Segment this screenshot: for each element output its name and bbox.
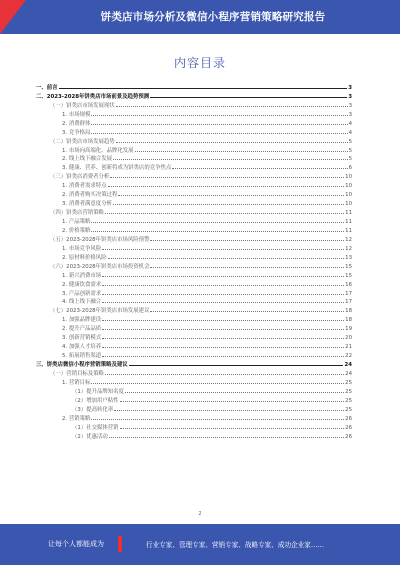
toc-entry-page: 25	[345, 379, 352, 386]
toc-entry-title: 3. 竞争格局	[62, 129, 91, 136]
toc-entry-page: 13	[345, 254, 352, 261]
toc-entry-title: 2. 提升产品品质	[62, 326, 102, 333]
toc-entry[interactable]	[36, 413, 352, 422]
toc-entry-title: （六）2023-2028年饼类店市场投资机会	[50, 263, 150, 270]
toc-entry-page: 26	[345, 424, 352, 431]
toc-entry[interactable]	[36, 314, 352, 323]
toc-entry-page: 25	[345, 388, 352, 395]
toc-entry-page: 18	[345, 317, 352, 324]
toc-entry[interactable]	[36, 404, 352, 413]
toc-leader-dots	[120, 401, 345, 402]
toc-entry[interactable]	[36, 162, 352, 171]
toc-leader-dots	[91, 222, 344, 223]
toc-entry-title: （一）营销目标及策略	[50, 370, 104, 377]
toc-entry[interactable]	[36, 189, 352, 198]
footer-divider	[118, 536, 122, 552]
toc-leader-dots	[125, 392, 344, 393]
toc-entry[interactable]	[36, 216, 352, 225]
toc-leader-dots	[114, 410, 344, 411]
toc-entry-title: （四）饼类店营销策略	[50, 210, 104, 217]
toc-leader-dots	[102, 294, 344, 295]
toc-leader-dots	[105, 374, 344, 375]
toc-leader-dots	[102, 276, 344, 277]
toc-leader-dots	[91, 383, 344, 384]
toc-entry-page: 15	[345, 263, 352, 270]
toc-entry[interactable]	[36, 171, 352, 180]
toc-entry[interactable]	[36, 377, 352, 386]
toc-entry-page: 10	[345, 201, 352, 208]
toc-leader-dots	[91, 124, 347, 125]
toc-entry[interactable]	[36, 422, 352, 431]
toc-entry[interactable]	[36, 395, 352, 404]
toc-leader-dots	[102, 347, 344, 348]
toc-entry[interactable]	[36, 359, 352, 368]
toc-entry[interactable]	[36, 386, 352, 395]
toc-entry[interactable]	[36, 279, 352, 288]
toc-entry-title: 3. 产品创新需求	[62, 290, 102, 297]
toc-leader-dots	[102, 356, 344, 357]
toc-leader-dots	[113, 204, 344, 205]
toc-entry-page: 5	[348, 138, 352, 145]
toc-entry-title: 1. 营销目标	[62, 379, 91, 386]
toc-entry[interactable]	[36, 297, 352, 306]
toc-leader-dots	[129, 365, 344, 366]
toc-leader-dots	[102, 320, 344, 321]
toc-entry-page: 24	[345, 370, 352, 377]
toc-entry-page: 15	[345, 272, 352, 279]
toc-entry-page: 5	[348, 147, 352, 154]
toc-entry-page: 11	[345, 210, 352, 217]
toc-entry-page: 25	[345, 397, 352, 404]
toc-entry-title: 3. 健康、营养、创新将成为饼类店的竞争焦点	[62, 165, 172, 172]
toc-entry-page: 4	[348, 120, 352, 127]
toc-entry[interactable]	[36, 82, 352, 91]
toc-leader-dots	[102, 285, 344, 286]
toc-entry[interactable]	[36, 323, 352, 332]
toc-entry[interactable]	[36, 332, 352, 341]
toc-leader-dots	[108, 258, 345, 259]
toc-entry-title: 2. 消费者购买决策过程	[62, 192, 118, 199]
toc-entry-title: 1. 消费者需求特点	[62, 183, 107, 190]
toc-entry-page: 21	[345, 344, 352, 351]
toc-entry[interactable]	[36, 100, 352, 109]
toc-entry-page: 17	[345, 299, 352, 306]
footer-slogan-right: 行业专家、管理专家、营销专家、战略专家、成功企业家……	[146, 541, 325, 549]
toc-entry-page: 12	[345, 236, 352, 243]
toc-entry[interactable]	[36, 350, 352, 359]
toc-entry-page: 5	[348, 156, 352, 163]
toc-entry-page: 26	[345, 433, 352, 440]
toc-entry-title: 2. 原材料价格风险	[62, 254, 107, 261]
toc-leader-dots	[102, 338, 344, 339]
toc-entry-page: 19	[345, 326, 352, 333]
toc-entry-title: （2）优惠活动	[72, 433, 108, 440]
toc-leader-dots	[150, 97, 347, 98]
toc-entry-page: 20	[345, 335, 352, 342]
toc-entry-page: 24	[344, 362, 352, 368]
page-header	[0, 0, 400, 34]
toc-entry-title: 2. 线上线下融合发展	[62, 156, 112, 163]
toc-leader-dots	[113, 159, 348, 160]
toc-leader-dots	[150, 240, 344, 241]
toc-entry[interactable]	[36, 154, 352, 163]
toc-entry-page: 18	[345, 308, 352, 315]
toc-entry[interactable]	[36, 305, 352, 314]
toc-leader-dots	[135, 151, 348, 152]
toc-entry-page: 25	[345, 406, 352, 413]
toc-entry-title: 1. 产品策略	[62, 219, 91, 225]
toc-entry[interactable]	[36, 118, 352, 127]
toc-entry-page: 11	[345, 227, 352, 234]
toc-entry-page: 4	[348, 129, 352, 136]
toc-entry[interactable]	[36, 91, 352, 100]
toc-entry-title: 2. 营销策略	[62, 415, 91, 422]
toc-entry[interactable]	[36, 261, 352, 270]
toc-entry-title: （1）提升品牌知名度	[72, 388, 124, 395]
toc-entry-page: 22	[345, 353, 352, 360]
toc-entry[interactable]	[36, 252, 352, 261]
toc-entry[interactable]	[36, 145, 352, 154]
toc-leader-dots	[110, 177, 344, 178]
toc-leader-dots	[102, 249, 344, 250]
toc-leader-dots	[118, 195, 344, 196]
toc-entry-page: 3	[348, 84, 352, 91]
toc-entry-page: 6	[348, 165, 352, 172]
toc-leader-dots	[120, 428, 345, 429]
toc-entry-title: 三、饼类店微信小程序营销策略及建议	[36, 362, 128, 368]
toc-entry-page: 3	[348, 102, 352, 109]
toc-entry[interactable]	[36, 207, 352, 216]
header-accent-corner	[0, 0, 26, 34]
toc-entry[interactable]	[36, 288, 352, 297]
toc-leader-dots	[116, 142, 348, 143]
toc-entry[interactable]	[36, 341, 352, 350]
toc-entry-title: 2. 消费群体	[62, 120, 91, 127]
footer-slogan-left: 让每个人都能成为	[48, 540, 104, 548]
toc-entry[interactable]	[36, 109, 352, 118]
toc-entry-page: 11	[345, 219, 352, 225]
toc-entry-page: 10	[345, 174, 352, 181]
toc-entry-page: 3	[348, 111, 352, 118]
toc-entry[interactable]	[36, 270, 352, 279]
toc-leader-dots	[109, 437, 344, 438]
toc-entry[interactable]	[36, 234, 352, 243]
toc-leader-dots	[105, 213, 344, 214]
toc-entry-page: 10	[345, 192, 352, 199]
toc-entry[interactable]	[36, 225, 352, 234]
page-footer	[0, 524, 400, 565]
toc-leader-dots	[91, 419, 344, 420]
toc-entry-page: 12	[345, 245, 352, 252]
toc-entry-title: 2. 健康饮食需求	[62, 281, 102, 288]
toc-entry-title: 2. 价格策略	[62, 227, 91, 234]
toc-entry[interactable]	[36, 243, 352, 252]
toc-entry-title: 3. 创新营销模式	[62, 335, 102, 342]
toc-entry-title: 1. 新兴消费市场	[62, 272, 102, 279]
toc-entry-title: （3）提高转化率	[72, 406, 114, 413]
toc-heading: 内容目录	[173, 56, 226, 70]
toc-leader-dots	[102, 329, 344, 330]
toc-entry-title: 4. 加强人才培养	[62, 344, 102, 351]
toc-entry-title: 二、2023-2028年饼类店市场前景及趋势预测	[36, 93, 150, 100]
toc-leader-dots	[150, 267, 344, 268]
toc-entry-page: 17	[345, 290, 352, 297]
toc-entry-page: 3	[348, 93, 352, 100]
toc-leader-dots	[150, 311, 344, 312]
toc-entry-title: （五）2023-2028年饼类店市场风险预警	[50, 236, 150, 243]
toc-entry-title: 1. 加强品牌建设	[62, 317, 102, 324]
toc-entry-title: （三）饼类店消费者分析	[50, 174, 110, 181]
toc-entry-title: （七）2023-2028年饼类店市场发展建议	[50, 308, 150, 315]
toc-entry[interactable]	[36, 198, 352, 207]
toc-entry-title: 1. 市场向高端化、品牌化发展	[62, 147, 134, 154]
toc-entry-title: 5. 拓展销售渠道	[62, 353, 102, 360]
toc-leader-dots	[59, 88, 348, 89]
toc-entry-page: 16	[345, 281, 352, 288]
toc-entry-title: 1. 市场规模	[62, 111, 91, 118]
toc-entry-title: （2）增加用户粘性	[72, 397, 119, 404]
toc-leader-dots	[91, 231, 344, 232]
report-title: 饼类店市场分析及微信小程序营销策略研究报告	[100, 11, 326, 23]
toc-entry-title: 1. 市场竞争风险	[62, 245, 102, 252]
toc-entry-title: （1）社交媒体营销	[72, 424, 119, 431]
toc-entry-title: 4. 线上线下融合	[62, 299, 102, 306]
toc-leader-dots	[91, 115, 347, 116]
toc-leader-dots	[108, 186, 345, 187]
toc-leader-dots	[91, 133, 347, 134]
page-number: 2	[198, 511, 202, 517]
toc-entry-page: 10	[345, 183, 352, 190]
toc-entry-page: 26	[345, 415, 352, 422]
toc-entry[interactable]	[36, 180, 352, 189]
toc-entry[interactable]	[36, 431, 352, 440]
toc-entry[interactable]	[36, 127, 352, 136]
toc-entry-title: （二）饼类店市场发展趋势	[50, 138, 115, 145]
toc-entry-title: 一、前言	[36, 84, 58, 91]
toc-leader-dots	[102, 302, 344, 303]
toc-leader-dots	[116, 106, 348, 107]
table-of-contents	[36, 82, 352, 440]
toc-entry-title: 3. 消费者满意度分析	[62, 201, 112, 208]
toc-entry-title: （一）饼类店市场发展现状	[50, 102, 115, 109]
toc-entry[interactable]	[36, 136, 352, 145]
toc-leader-dots	[172, 168, 347, 169]
toc-entry[interactable]	[36, 368, 352, 377]
